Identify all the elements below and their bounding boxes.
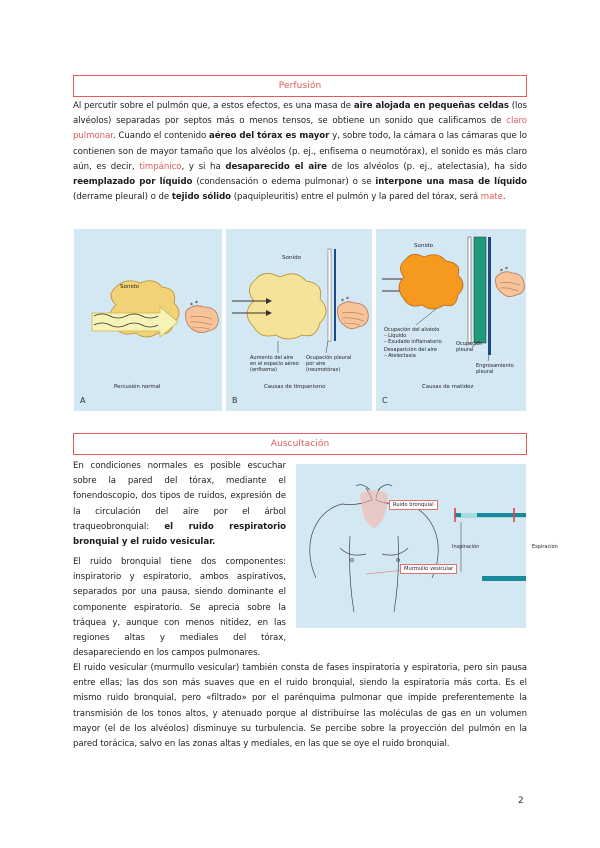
hand-c (496, 272, 525, 297)
paragraph-text-run: desaparecido el aire (225, 161, 327, 172)
page-number: 2 (518, 796, 524, 806)
panel-c (376, 229, 526, 411)
auscultacion-paragraph-2: El ruido bronquial tiene dos componentes: inspiratorio y espiratorio, ambos aspirativos, separados por una pausa, siendo dominante el componente espiratorio. Se aprecia sobre la tráquea y, aunque con menos nitidez, en las regiones altas y mediales del tórax, desapareciendo en los campos pulmonares. (73, 557, 286, 659)
label-ocupacion-alveolo: Ocupación del alvéolo – Líquido – Exudado inflamatorio (384, 327, 442, 345)
paragraph-text-run: . (502, 192, 506, 203)
paragraph-text-run: tejido sólido (171, 192, 232, 203)
letter-b: B (232, 396, 238, 405)
paragraph-text-run: timpánico (139, 161, 182, 172)
label-ocupacion-pleural-aire: Ocupación pleural por aire (neumotórax) (306, 355, 352, 373)
paragraph-text-run: . Cuando el contenido (112, 131, 210, 142)
paragraph-text-run: interpone una masa de líquido (375, 177, 527, 188)
label-desaparicion-aire: Desaparición del aire – Atelectasia (384, 347, 437, 359)
auscultacion-paragraph-1 (73, 459, 286, 550)
percussion-figure (74, 229, 526, 411)
section-title-text: Perfusión (278, 81, 322, 91)
perfusion-paragraph (73, 99, 527, 205)
tag-ruido-bronquial: Ruido bronquial (389, 500, 438, 510)
svg-text:*: * (505, 266, 508, 273)
caption-b: Causas de timpanismo (264, 384, 326, 390)
label-espiracion: Espiración (532, 544, 558, 550)
paragraph-text-run: (derrame pleural) o de (73, 192, 172, 203)
label-aumento-aire: Aumento del aire en el espacio aéreo (enfisema) (250, 355, 299, 373)
panel-a (74, 229, 222, 411)
tag-murmullo-vesicular: Murmullo vesicular (400, 564, 457, 574)
panel-b (226, 229, 372, 411)
section-title-text: Auscultación (270, 439, 330, 449)
paragraph-text-run: (condensación o edema pulmonar) o se (192, 177, 376, 188)
paragraph-text-run: (los alvéolos) separadas por septos más o menos tensos, se obtiene un sonido que calificamos de (73, 101, 527, 127)
letter-a: A (80, 396, 86, 405)
section-title-perfusion (73, 75, 527, 97)
svg-text:*: * (346, 296, 349, 303)
label-ocupacion-pleural: Ocupación pleural (456, 341, 483, 353)
lung-c (399, 254, 463, 309)
paragraph-text-run: y, sobre todo, la cámara o las cámaras que lo contienen son de mayor tamaño que los alvéolos (p. ej., enfisema o neumotórax), el sonido es más claro aún, es decir, (73, 131, 527, 172)
label-engrosamiento-pleural: Engrosamiento pleural (476, 363, 514, 375)
paragraph-text-run: Al percutir sobre el pulmón que, a estos efectos, es una masa de (73, 101, 354, 111)
paragraph-text-run: En condiciones normales es posible escuchar sobre la pared del tórax, mediante el fonendoscopio, dos tipos de ruidos, expresión de la circulación del aire por el árbol traqueobronquial: (73, 461, 286, 532)
label-inspiracion: Inspiración (452, 544, 480, 550)
svg-text:*: * (190, 302, 193, 309)
caption-c: Causas de matidez (422, 384, 474, 390)
paragraph-text-run: aéreo del tórax es mayor (209, 131, 330, 142)
hand-a (186, 306, 219, 333)
sound-label-b: Sonido (282, 255, 302, 261)
svg-text:*: * (341, 298, 344, 305)
auscultation-figure (296, 464, 558, 628)
paragraph-text-run: claro pulmonar (73, 116, 527, 142)
paragraph-text-run: aire alojada en pequeñas celdas (353, 101, 509, 111)
svg-text:*: * (195, 300, 198, 307)
caption-a: Percusión normal (114, 384, 161, 390)
section-title-auscultacion (73, 433, 527, 455)
paragraph-text-run: mate (480, 192, 503, 203)
paragraph-text-run: (paquipleuritis) entre el pulmón y la pared del tórax, será (231, 192, 481, 203)
lung-b (247, 273, 326, 339)
auscultacion-paragraph-3: El ruido vesicular (murmullo vesicular) también consta de fases inspiratoria y espiratoria, pero sin pausa entre ellas; las dos son más suaves que en el ruido bronquial, siendo la espiratoria más corta. Es el mismo ruido bronquial, pero «filtrado» por el parénquima pulmonar que impide preferentemente la transmisión de los tonos altos, y atenuado porque al distribuirse las moléculas de gas en un volumen mayor (el de los alvéolos) disminuye su turbulencia. Se percibe sobre la proyección del pulmón en la pared torácica, salvo en las zonas altas y mediales, en las que se oye el ruido bronquial. (73, 663, 527, 750)
svg-text:*: * (500, 268, 503, 275)
sound-label-a: Sonido (120, 284, 140, 290)
sound-label-c: Sonido (414, 243, 434, 249)
letter-c: C (382, 396, 388, 405)
paragraph-text-run: el ruido respiratorio bronquial y el ruido vesicular. (73, 521, 287, 548)
paragraph-text-run: reemplazado por líquido (73, 177, 193, 188)
paragraph-text-run: , y si ha (181, 161, 226, 172)
paragraph-text-run: de los alvéolos (p. ej., atelectasia), ha sido (326, 161, 527, 172)
